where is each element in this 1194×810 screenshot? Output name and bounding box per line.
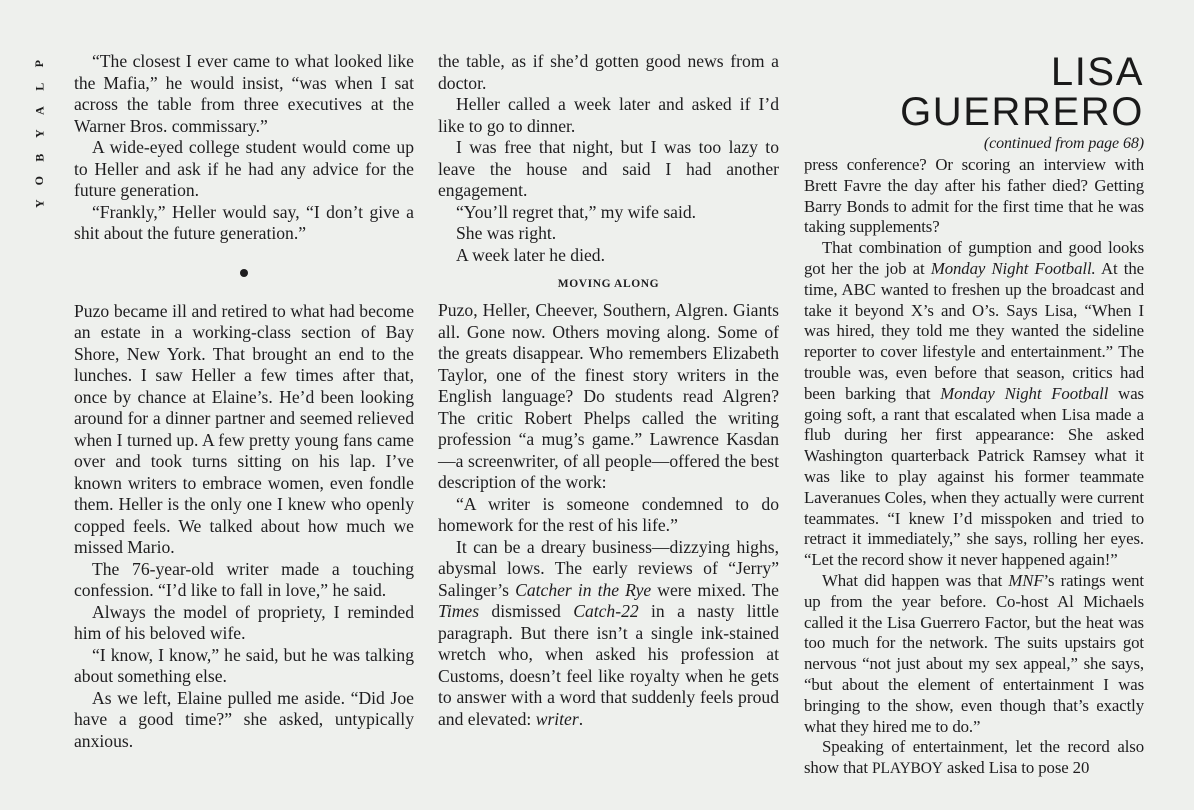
paragraph [804, 737, 1144, 780]
folio-letter: Y [32, 199, 47, 209]
text-run: At the time, ABC wanted to freshen up the broadcast and take it beyond X’s and O’s. Says Lisa, “When I was hired, they told me they wanted the sideline reporter to cover lifestyle and entertainment.” The trouble was, even before that season, critics had been barking that [804, 258, 1144, 403]
paragraph: She was right. [456, 223, 557, 243]
text-run: dismissed [479, 601, 574, 621]
paragraph: Always the model of propriety, I reminded him of his beloved wife. [74, 601, 414, 643]
show-title: Monday Night Football [940, 383, 1109, 403]
paragraph: the table, as if she’d gotten good news from a doctor. [438, 51, 779, 93]
paragraph: “You’ll regret that,” my wife said. [456, 201, 697, 222]
text-run: . [578, 708, 584, 729]
folio-letter: Y [32, 129, 47, 139]
text-run: What did happen was that [822, 570, 1009, 590]
magazine-name: PLAYBOY [872, 760, 943, 778]
paragraph: press conference? Or scoring an interview with Brett Favre the day after his father died? Getting Barry Bonds to admit for the first time that he was taking supplements? [804, 155, 1144, 237]
paragraph: Heller called a week later and asked if I’d like to go to dinner. [438, 94, 779, 136]
show-title: Monday Night Football. [930, 258, 1096, 278]
paragraph: “A writer is someone condemned to do homework for the rest of his life.” [438, 493, 779, 535]
section-bullet [240, 269, 248, 277]
paragraph: I was free that night, but I was too lazy to leave the house and said I had another engagement. [438, 137, 779, 200]
paragraph: Puzo, Heller, Cheever, Southern, Algren. Giants all. Gone now. Others moving along. Some of the greats disappear. Who remembers Elizabeth Taylor, one of the finest story writers in the English language? Do students read Algren? The critic Robert Phelps called the writing profession “a mug’s game.” Lawrence Kasdan—a screenwriter, of all people—offered the best description of the work: [438, 300, 779, 492]
paragraph: A wide-eyed college student would come up to Heller and ask if he had any advice for the future generation. [74, 137, 414, 200]
text-run: Speaking of entertainment, let the record also show that [804, 737, 1144, 778]
publication-title: Times [438, 601, 480, 621]
right-column [804, 52, 1144, 780]
folio-letter: B [32, 153, 47, 162]
middle-column [438, 51, 779, 730]
folio-letter: P [32, 60, 47, 68]
paragraph [804, 571, 1144, 737]
book-title: Catch-22 [573, 601, 639, 621]
folio-letter: L [32, 83, 47, 92]
text-run: asked Lisa to pose 20 [942, 758, 1090, 778]
magazine-folio [30, 52, 50, 216]
folio-letter: A [32, 106, 47, 115]
book-title: Catcher in the Rye [515, 579, 652, 600]
text-run: in a nasty little paragraph. But there isn’t a single ink-stained wretch who, when asked his profession at Customs, doesn’t feel like royalty when he gets to answer with a word that suddenly feels proud and elevated: [438, 601, 779, 729]
folio-letter: O [32, 175, 47, 186]
paragraph: As we left, Elaine pulled me aside. “Did Joe have a good time?” she asked, untypically anxious. [74, 687, 414, 751]
text-run: It can be a dreary business—dizzying highs, abysmal lows. The early reviews of “Jerry” Salinger’s [438, 536, 779, 600]
paragraph [438, 537, 779, 731]
paragraph: A week later he died. [456, 244, 605, 265]
text-run: were mixed. The [651, 579, 779, 600]
paragraph: Puzo became ill and retired to what had become an estate in a working-class section of Bay Shore, New York. That brought an end to the lunches. I saw Heller a few times after that, once by chance at Elaine’s. He’d been looking around for a dinner partner and seemed relieved when I turned up. A few pretty young fans came over and took turns sitting on his lap. I’ve known writers to embrace women, even fondle them. Heller is the only one I knew who openly copped feels. We talked about how much we missed Mario. [74, 300, 414, 557]
left-column [74, 51, 414, 752]
paragraph [804, 238, 1144, 571]
paragraph: “Frankly,” Heller would say, “I don’t give a shit about the future generation.” [74, 201, 414, 243]
continued-from-note: (continued from page 68) [983, 135, 1144, 152]
paragraph: The 76-year-old writer made a touching confession. “I’d like to fall in love,” he said. [74, 558, 414, 600]
article-headline: LISA GUERRERO [900, 50, 1144, 134]
section-subhead: MOVING ALONG [557, 278, 660, 290]
paragraph: “The closest I ever came to what looked like the Mafia,” he would insist, “was when I sat across the table from three executives at the Warner Bros. commissary.” [74, 51, 414, 136]
emphasis-word: writer [535, 708, 579, 729]
text-run: That combination of gumption and good looks got her the job at [804, 238, 1144, 278]
text-run: was going soft, a rant that escalated when Lisa made a flub during her first appearance: She asked Washington quarterback Patrick Ramsey what it was like to play against his former teammate Laveranues Coles, when they actually were current teammates. “I knew I’d misspoken and tried to retract it immediately,” she says, rolling her eyes. “Let the record show it never happened again!” [804, 383, 1144, 570]
show-abbreviation: MNF [1008, 570, 1044, 590]
paragraph: “I know, I know,” he said, but he was talking about something else. [74, 644, 414, 686]
text-run: ’s ratings went up from the year before. Co-host Al Michaels called it the Lisa Guerrero Factor, but the heat was too much for the network. The suits upstairs got nervous “not just about my sex appeal,” she says, “but about the element of entertainment I was bringing to the show, even though that’s exactly what they hired me to do.” [804, 570, 1144, 736]
